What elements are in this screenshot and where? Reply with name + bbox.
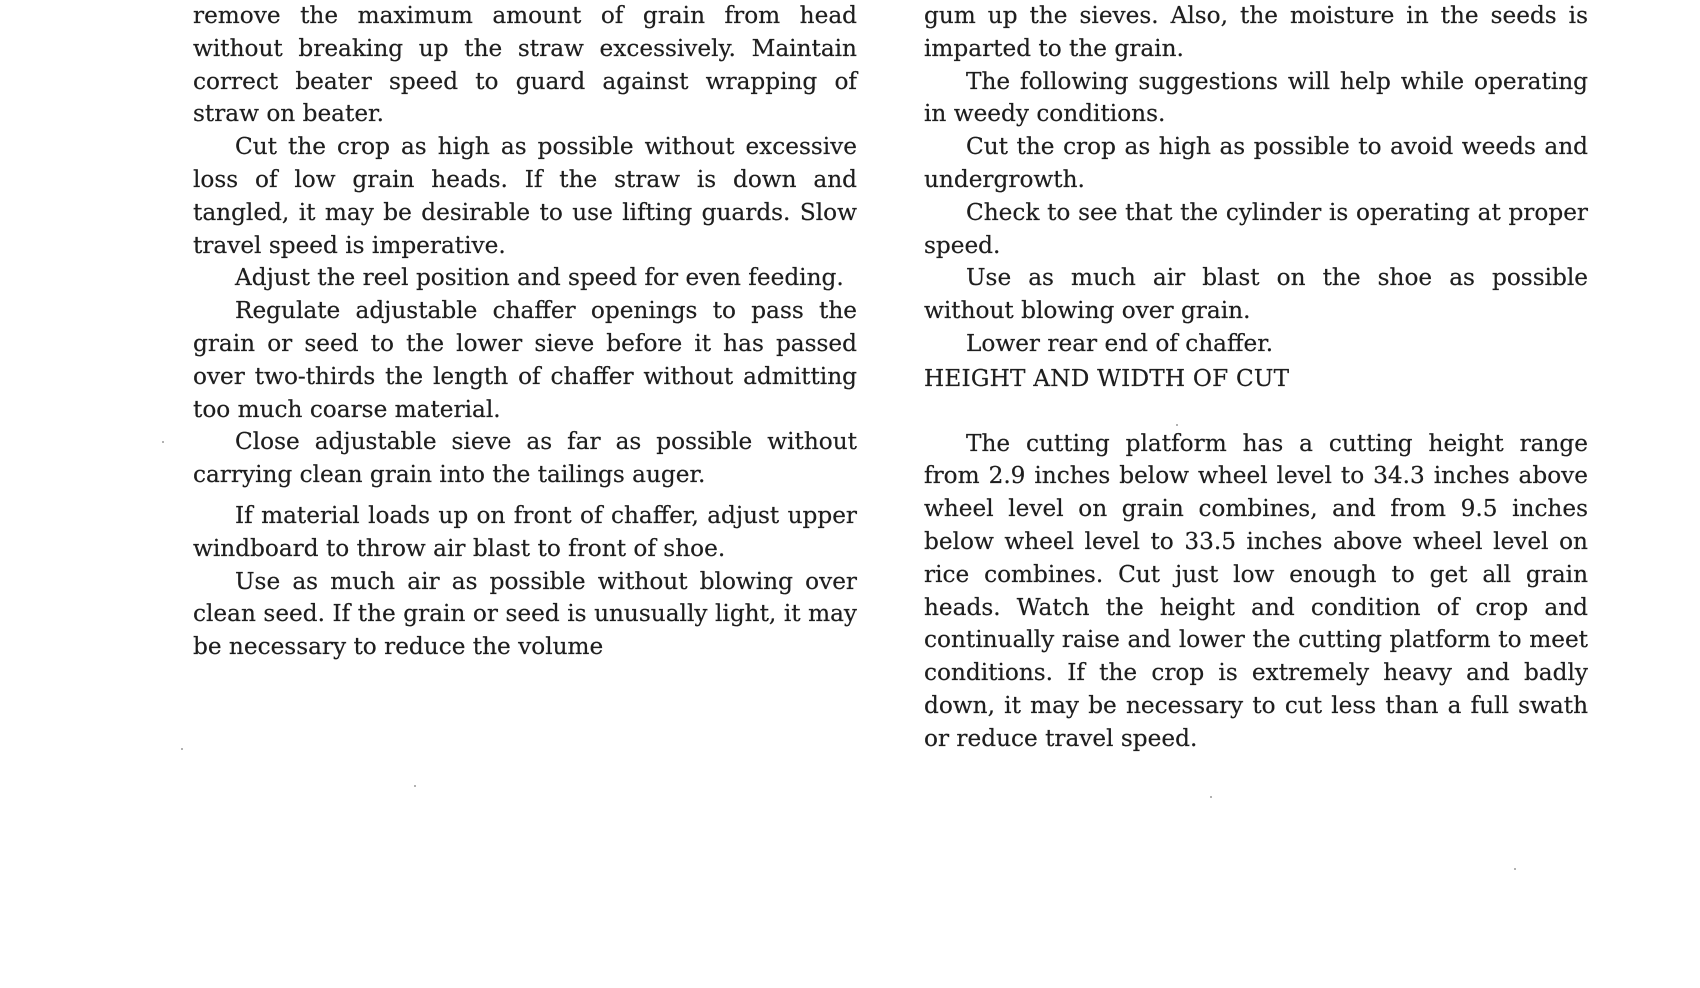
paragraph-cut-crop-high: Cut the crop as high as possible without excessive loss of low grain heads. If the straw is down and tangled, it may be desirable to use lifting guards. Slow travel speed is imperative.	[193, 133, 857, 259]
scan-speck	[181, 748, 183, 750]
paragraph-adjustable-sieve: Close adjustable sieve as far as possible without carrying clean grain into the tailings auger.	[193, 428, 857, 489]
paragraph-gum-sieves: gum up the sieves. Also, the moisture in the seeds is imparted to the grain.	[924, 2, 1588, 62]
scan-speck	[1176, 424, 1178, 426]
scan-speck	[162, 441, 164, 443]
paragraph-upper-windboard: If material loads up on front of chaffer, adjust upper windboard to throw air blast to front of shoe.	[193, 501, 857, 562]
paragraph-threshing-continued: remove the maximum amount of grain from head without breaking up the straw excessively. Maintain correct beater speed to guard against wrapping of straw on beater.	[193, 2, 857, 128]
left-text-column	[193, 0, 857, 664]
paragraph-cut-high-avoid-weeds: Cut the crop as high as possible to avoid weeds and undergrowth.	[924, 133, 1588, 193]
paragraph-reel-position: Adjust the reel position and speed for even feeding.	[235, 264, 844, 292]
scan-speck	[414, 785, 416, 787]
paragraph-cutting-platform-range: The cutting platform has a cutting height range from 2.9 inches below wheel level to 34.3 inches above wheel level on grain combines, and from 9.5 inches below wheel level to 33.5 inches above wheel level on rice combines. Cut just low enough to get all grain heads. Watch the height and condition of crop and continually raise and lower the cutting platform to meet conditions. If the crop is extremely heavy and badly down, it may be necessary to cut less than a full swath or reduce travel speed.	[924, 429, 1588, 752]
scan-speck	[1210, 796, 1212, 798]
paragraph-lower-chaffer: Lower rear end of chaffer.	[966, 329, 1274, 357]
paragraph-air-blast-shoe: Use as much air blast on the shoe as possible without blowing over grain.	[924, 264, 1588, 325]
section-heading-height-width-cut: HEIGHT AND WIDTH OF CUT	[924, 364, 1290, 392]
paragraph-cylinder-speed: Check to see that the cylinder is operating at proper speed.	[924, 198, 1588, 259]
paragraph-air-volume: Use as much air as possible without blowing over clean seed. If the grain or seed is unusually light, it may be necessary to reduce the volume	[193, 567, 857, 661]
scan-speck	[1514, 868, 1516, 870]
right-text-column	[924, 0, 1588, 756]
paragraph-chaffer-openings: Regulate adjustable chaffer openings to pass the grain or seed to the lower sieve before it has passed over two-thirds the length of chaffer without admitting too much coarse material.	[193, 297, 857, 423]
paragraph-weedy-conditions-intro: The following suggestions will help while operating in weedy conditions.	[924, 67, 1588, 128]
heading-spacer	[924, 396, 1588, 428]
